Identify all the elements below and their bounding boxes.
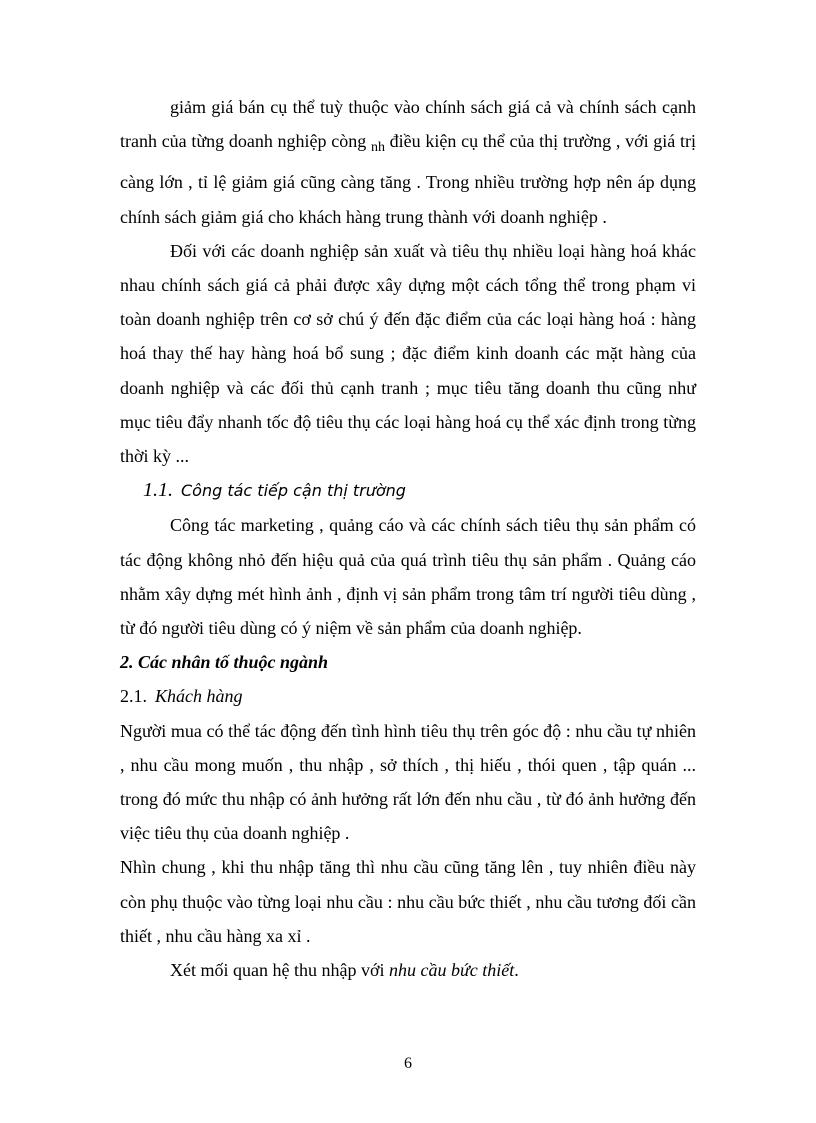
paragraph-income-needs: Nhìn chung , khi thu nhập tăng thì nhu cầu cũng tăng lên , tuy nhiên điều này còn phụ thuộc vào từng loại nhu cầu : nhu cầu bức thiết , nhu cầu tương đối cần thiết , nhu cầu hàng xa xỉ . [120, 857, 696, 946]
subheading-text: Khách hàng [155, 686, 243, 707]
paragraph-price-discount: giảm giá bán cụ thể tuỳ thuộc vào chính sách giá cả và chính sách cạnh tranh của từng doanh nghiệp còng $_{nh}$ điều kiện cụ thể của thị trường , với giá trị càng lớn , tỉ lệ giảm giá cũng càng tăng . Trong nhiều trường hợp nên áp dụng chính sách giảm giá cho khách hàng trung thành với doanh nghiệp . [120, 97, 696, 227]
paragraph-customers: Người mua có thể tác động đến tình hình tiêu thụ trên góc độ : nhu cầu tự nhiên , nhu cầu mong muốn , thu nhập , sở thích , thị hiếu , thói quen , tập quán ... trong đó mức thu nhập có ảnh hưởng rất lớn đến nhu cầu , từ đó ảnh hưởng đến việc tiêu thụ của doanh nghiệp . [120, 720, 696, 844]
paragraph-marketing: Công tác marketing , quảng cáo và các chính sách tiêu thụ sản phẩm có tác động không nhỏ đến hiệu quả của quá trình tiêu thụ sản phẩm . Quảng cáo nhằm xây dựng mét hình ảnh , định vị sản phẩm trong tâm trí người tiêu dùng , từ đó người tiêu dùng có ý niệm về sản phẩm của doanh nghiệp. [120, 515, 696, 639]
inline-subscript: nh [370, 140, 385, 156]
page-number: 6 [404, 1055, 412, 1072]
document-body [120, 90, 696, 987]
paragraph-income-relation: Xét mối quan hệ thu nhập với nhu cầu bức thiết. [170, 960, 519, 981]
subheading-number: 1.1. [143, 479, 173, 502]
emphasis-text: nhu cầu bức thiết [388, 960, 515, 981]
subheading-1-1 [120, 473, 696, 508]
heading-2: 2. Các nhân tố thuộc ngành [120, 652, 329, 673]
subheading-2-1 [120, 679, 696, 713]
subheading-number: 2.1. [120, 686, 147, 707]
paragraph-pricing-policy: Đối với các doanh nghiệp sản xuất và tiêu thụ nhiều loại hàng hoá khác nhau chính sách giá cả phải được xây dựng một cách tổng thể trong phạm vi toàn doanh nghiệp trên cơ sở chú ý đến đặc điểm của các loại hàng hoá : hàng hoá thay thế hay hàng hoá bổ sung ; đặc điểm kinh doanh các mặt hàng của doanh nghiệp và các đối thủ cạnh tranh ; mục tiêu tăng doanh thu cũng như mục tiêu đẩy nhanh tốc độ tiêu thụ các loại hàng hoá cụ thể xác định trong từng thời kỳ ... [120, 240, 696, 467]
subheading-text: Công tác tiếp cận thị trường [181, 481, 406, 501]
